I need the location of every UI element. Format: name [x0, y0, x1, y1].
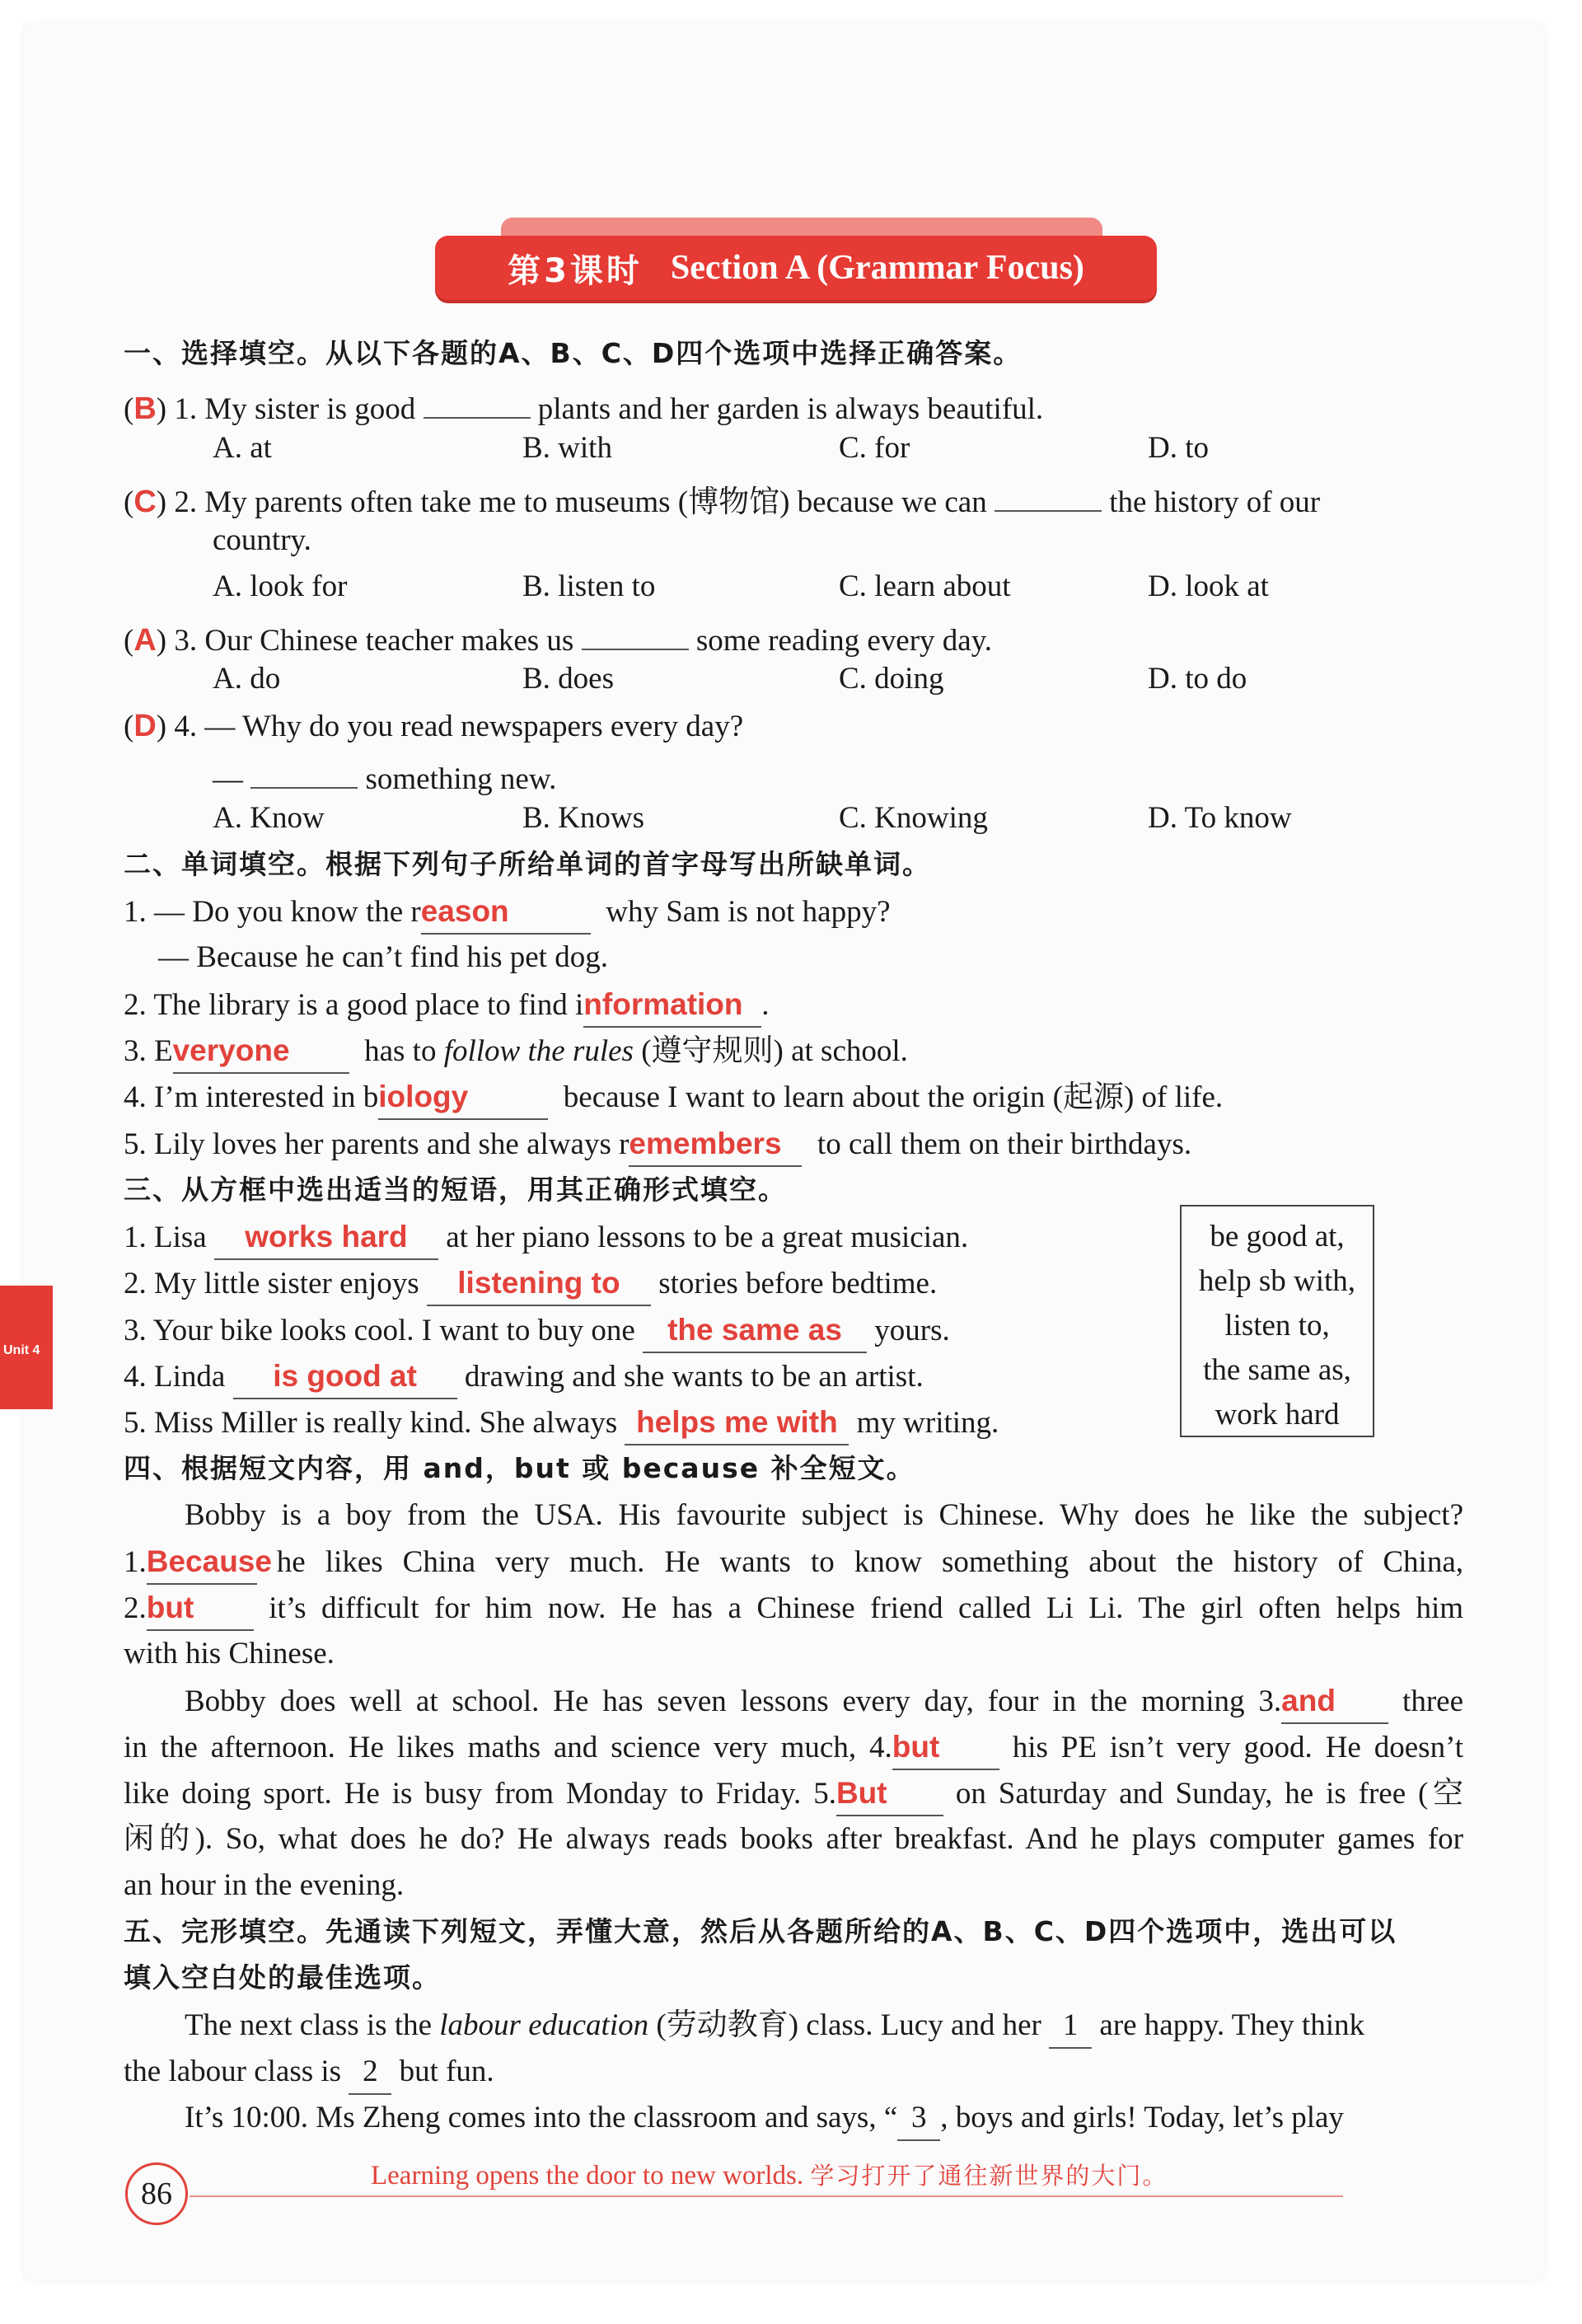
- p2-i3-italic: follow the rules: [443, 1034, 634, 1068]
- q2-option-b: B. listen to: [522, 569, 656, 603]
- part2-item-3: [124, 1029, 908, 1074]
- answer-q2: C: [133, 485, 157, 519]
- answer-q4: D: [133, 709, 157, 743]
- part2-item-1: [124, 890, 891, 935]
- p5-l3b: , boys and girls! Today, let’s play: [940, 2101, 1344, 2134]
- phrase-box-item: work hard: [1215, 1398, 1340, 1431]
- part4-p2-line3: [124, 1772, 1463, 1816]
- phrase-box-item: help sb with,: [1198, 1264, 1356, 1298]
- p3-i4-pre: 4. Linda: [124, 1360, 226, 1394]
- q1-option-a: A. at: [213, 431, 272, 465]
- footer-motto: [371, 2158, 1168, 2191]
- p2-i3-pre: 3. E: [124, 1034, 173, 1068]
- q2-option-a: A. look for: [213, 569, 348, 603]
- q3-option-c: C. doing: [839, 662, 944, 696]
- p3-i5-pre: 5. Miss Miller is really kind. She always: [124, 1406, 618, 1440]
- part3-item-3: [124, 1309, 950, 1353]
- p3-i3-answer: the same as: [643, 1309, 867, 1353]
- q3-option-b: B. does: [522, 662, 614, 696]
- q4-stem-a: ) 4. — Why do you read newspapers every day?: [156, 710, 744, 743]
- phrase-box-item: be good at,: [1210, 1220, 1345, 1253]
- q1-option-b: B. with: [522, 431, 612, 465]
- q4-stem-b: something new.: [365, 762, 557, 796]
- q2-option-c: C. learn about: [839, 569, 1011, 603]
- p4-p2-l3b-text: on Saturday and Sunday, he is free (空: [955, 1777, 1464, 1811]
- p3-i1-post: at her piano lessons to be a great musician.: [446, 1221, 969, 1254]
- p5-l2b: but fun.: [399, 2055, 494, 2088]
- q3-stem-b: some reading every day.: [695, 624, 993, 658]
- question-2: (C) 2. My parents often take me to museums (博物馆) because we can the history of our: [124, 474, 1320, 524]
- q4-blank: [250, 751, 358, 789]
- p3-i4-answer: is good at: [233, 1355, 457, 1399]
- q1-option-c: C. for: [839, 431, 910, 465]
- q2-blank: [995, 474, 1102, 512]
- phrase-box-item: listen to,: [1224, 1309, 1330, 1342]
- part5-line1: [185, 2004, 1364, 2049]
- p2-i4-post: because I want to learn about the origin (起源) of life.: [563, 1080, 1224, 1114]
- p3-i1-answer: works hard: [214, 1216, 438, 1260]
- part2-item-2: [124, 983, 770, 1028]
- p2-i4-answer: iology: [378, 1075, 548, 1120]
- p2-i1-answer: eason: [421, 890, 591, 935]
- footer-rule: [190, 2195, 1343, 2197]
- p5-l2a: the labour class is: [124, 2055, 342, 2088]
- q3-blank: [582, 612, 689, 650]
- p4-p2-l1-text: Bobby does well at school. He has seven lessons every day, four in the morning 3.: [185, 1684, 1282, 1718]
- unit-tab-label: Unit 4: [3, 1343, 40, 1357]
- q4-reply: [213, 751, 556, 801]
- q4-option-d: D. To know: [1148, 801, 1292, 835]
- p3-i5-answer: helps me with: [625, 1401, 849, 1445]
- q4-option-a: A. Know: [213, 801, 325, 835]
- p3-i4-post: drawing and she wants to be an artist.: [464, 1360, 924, 1394]
- p4-answer-4: but: [892, 1726, 999, 1770]
- p2-i1-pre: 1. — Do you know the r: [124, 895, 421, 929]
- q2-option-d: D. look at: [1148, 569, 1269, 603]
- p2-i3-answer: veryone: [173, 1029, 349, 1074]
- p5-l1b: (劳动教育) class. Lucy and her: [656, 2008, 1041, 2042]
- title-chinese: 第3课时: [508, 251, 643, 290]
- q1-stem-b: plants and her garden is always beautiful.: [537, 392, 1044, 426]
- p4-p1-l3-text: it’s difficult for him now. He has a Chinese friend called Li Li. The girl often helps him: [269, 1591, 1463, 1625]
- q3-option-a: A. do: [213, 662, 281, 696]
- p2-i1-post: why Sam is not happy?: [606, 895, 891, 929]
- p4-answer-1: Because: [147, 1540, 257, 1585]
- page-number: 86: [125, 2162, 188, 2225]
- phrase-box: [1180, 1205, 1374, 1437]
- p4-num1: 1.: [124, 1545, 147, 1579]
- unit-tab: [0, 1286, 53, 1409]
- p3-i2-answer: listening to: [427, 1262, 651, 1306]
- p3-i2-post: stories before bedtime.: [658, 1267, 938, 1300]
- part1-heading: 一、选择填空。从以下各题的A、B、C、D四个选项中选择正确答案。: [124, 337, 1023, 369]
- q4-dash: —: [213, 762, 243, 796]
- title-english: Section A (Grammar Focus): [670, 249, 1084, 287]
- part5-line3: [185, 2097, 1344, 2141]
- part3-heading: 三、从方框中选出适当的短语，用其正确形式填空。: [124, 1174, 787, 1206]
- q3-stem-a: ) 3. Our Chinese teacher makes us: [156, 624, 574, 658]
- part5-heading-line2: 填入空白处的最佳选项。: [124, 1961, 441, 1994]
- part4-p2-line4: 闲的). So, what does he do? He always reads books after breakfast. And he plays computer games for: [124, 1822, 1463, 1856]
- p5-l3a: It’s 10:00. Ms Zheng comes into the classroom and says, “: [185, 2101, 898, 2134]
- p3-i1-pre: 1. Lisa: [124, 1221, 207, 1254]
- part2-item-4: [124, 1075, 1223, 1120]
- part5-heading-line1: 五、完形填空。先通读下列短文，弄懂大意，然后从各题所给的A、B、C、D四个选项中，选出可以: [124, 1915, 1397, 1947]
- part2-item-5: [124, 1122, 1191, 1167]
- q3-option-d: D. to do: [1148, 662, 1247, 696]
- p3-i3-post: yours.: [874, 1314, 950, 1347]
- p5-blank-3: 3: [897, 2097, 940, 2141]
- part4-p2-line1: [185, 1680, 1463, 1724]
- p2-i5-post: to call them on their birthdays.: [817, 1127, 1192, 1161]
- p5-blank-1: 1: [1049, 2004, 1092, 2049]
- part4-p1-line1: Bobby is a boy from the USA. His favourite subject is Chinese. Why does he like the subject?: [185, 1498, 1463, 1532]
- part2-heading: 二、单词填空。根据下列句子所给单词的首字母写出所缺单词。: [124, 848, 931, 880]
- part2-item-1-reply: — Because he can’t find his pet dog.: [158, 940, 608, 974]
- p4-p2-l1b-text: three: [1402, 1684, 1463, 1718]
- part5-line2: [124, 2050, 494, 2095]
- part4-p1-line3: [124, 1586, 1463, 1631]
- p2-i5-pre: 5. Lily loves her parents and she always r: [124, 1127, 630, 1161]
- q1-stem-a: ) 1. My sister is good: [156, 392, 416, 426]
- p3-i2-pre: 2. My little sister enjoys: [124, 1267, 419, 1300]
- p5-l1c: are happy. They think: [1099, 2008, 1364, 2042]
- p5-l1a: The next class is the: [185, 2008, 433, 2042]
- p4-p2-l2b-text: his PE isn’t very good. He doesn’t: [1012, 1731, 1464, 1764]
- p2-i3-post2: (遵守规则) at school.: [641, 1034, 908, 1068]
- p2-i3-post: has to: [364, 1034, 437, 1068]
- q2-stem-c: country.: [213, 523, 311, 557]
- p4-answer-2: but: [147, 1586, 254, 1631]
- q4-option-c: C. Knowing: [839, 801, 988, 835]
- p2-i4-pre: 4. I’m interested in b: [124, 1080, 379, 1114]
- phrase-box-item: the same as,: [1203, 1353, 1351, 1387]
- answer-q3: A: [133, 623, 157, 658]
- part4-p2-line2: [124, 1726, 1463, 1770]
- p2-i5-answer: emembers: [629, 1122, 802, 1167]
- p5-l1-italic: labour education: [439, 2008, 649, 2042]
- part3-item-2: [124, 1262, 937, 1306]
- question-3: (A) 3. Our Chinese teacher makes us some reading every day.: [124, 612, 992, 663]
- part4-p1-line2: [124, 1540, 1463, 1585]
- part4-heading: 四、根据短文内容，用 and，but 或 because 补全短文。: [124, 1452, 915, 1484]
- part4-p1-line4: with his Chinese.: [124, 1637, 335, 1670]
- p4-answer-3: and: [1281, 1680, 1388, 1724]
- title-bar: [435, 236, 1157, 300]
- p2-i2-pre: 2. The library is a good place to find i: [124, 988, 584, 1022]
- p4-answer-5: But: [836, 1772, 943, 1816]
- q4-option-b: B. Knows: [522, 801, 645, 835]
- p3-i3-pre: 3. Your bike looks cool. I want to buy one: [124, 1314, 635, 1347]
- p5-blank-2: 2: [349, 2050, 391, 2095]
- q2-stem-a: ) 2. My parents often take me to museums (博物馆) because we can: [156, 485, 987, 519]
- part3-item-5: [124, 1401, 999, 1445]
- p4-p2-l3-text: like doing sport. He is busy from Monday to Friday. 5.: [124, 1777, 836, 1811]
- question-1: (B) 1. My sister is good plants and her garden is always beautiful.: [124, 381, 1043, 431]
- question-4: (D) 4. — Why do you read newspapers every day?: [124, 709, 744, 743]
- q2-stem-b: the history of our: [1109, 485, 1321, 519]
- answer-q1: B: [133, 391, 157, 426]
- p4-p2-l2-text: in the afternoon. He likes maths and science very much, 4.: [124, 1731, 892, 1764]
- q1-option-d: D. to: [1148, 431, 1209, 465]
- lesson-title-banner: [435, 214, 1157, 307]
- p3-i5-post: my writing.: [856, 1406, 999, 1440]
- q1-blank: [424, 381, 531, 419]
- p4-p1-l2-text: he likes China very much. He wants to know something about the history of China,: [276, 1545, 1464, 1579]
- p2-i2-answer: nformation: [583, 983, 761, 1028]
- footer-motto-english: Learning opens the door to new worlds.: [371, 2161, 804, 2190]
- part3-item-4: [124, 1355, 924, 1399]
- p4-num2: 2.: [124, 1591, 147, 1625]
- footer-motto-chinese: 学习打开了通往新世界的大门。: [810, 2162, 1168, 2190]
- part3-item-1: [124, 1216, 968, 1260]
- p2-i2-post: .: [761, 988, 770, 1022]
- part4-p2-line5: an hour in the evening.: [124, 1868, 405, 1902]
